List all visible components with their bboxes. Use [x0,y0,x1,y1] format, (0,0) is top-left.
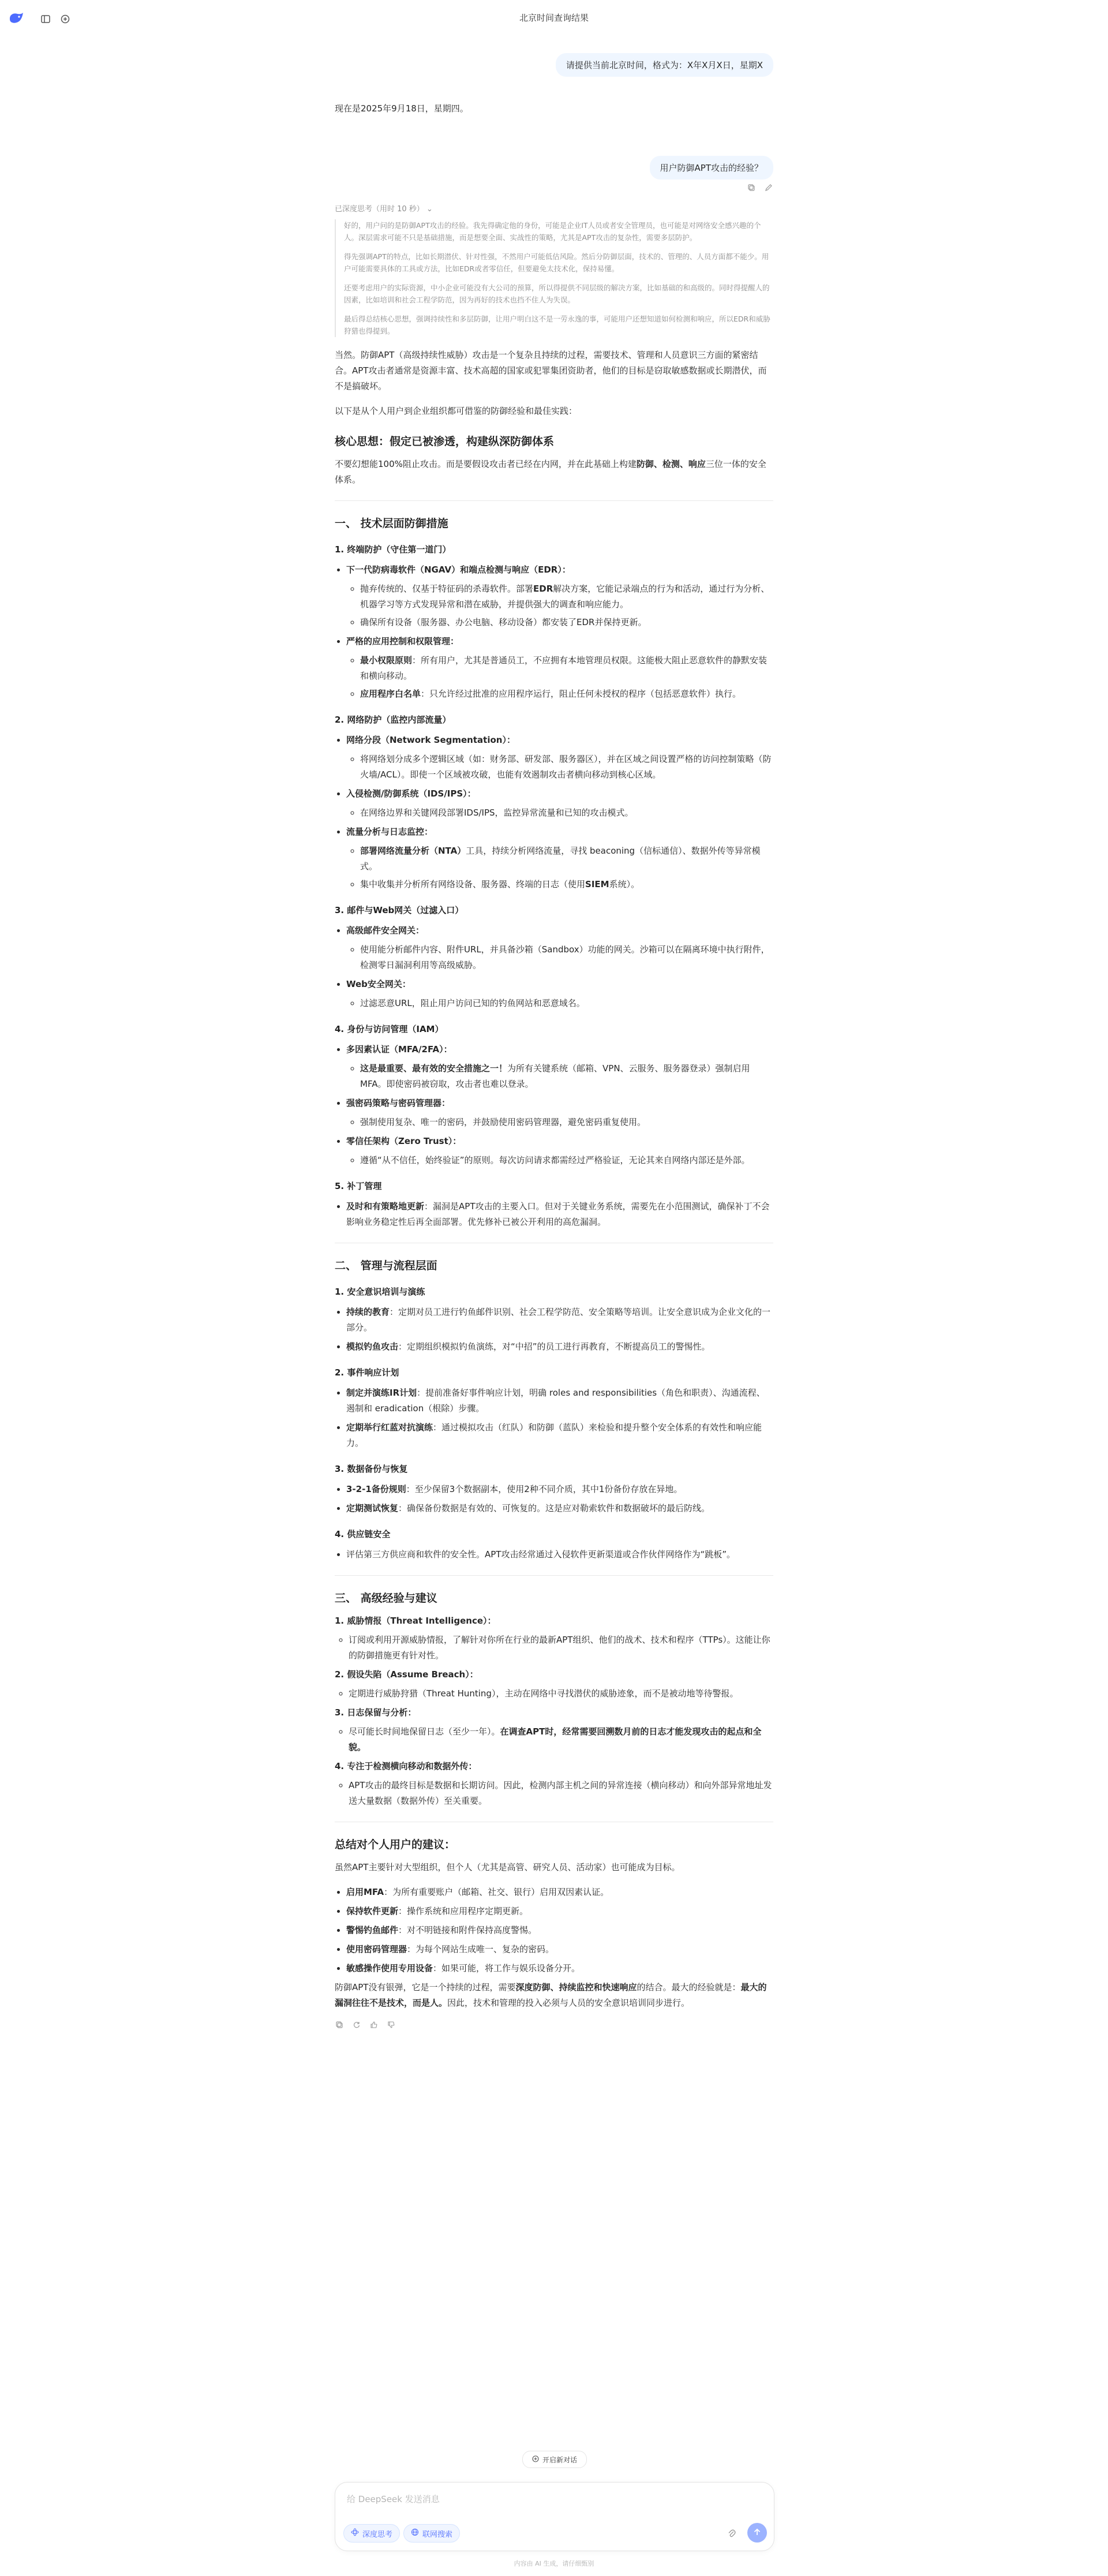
core-idea-heading: 核心思想：假定已被渗透，构建纵深防御体系 [335,435,555,448]
section-heading: 三、 高级经验与建议 [335,1592,437,1605]
divider [335,1575,773,1576]
list-item: ◦ 确保所有设备（服务器、办公电脑、移动设备）都安装了EDR并保持更新。 [360,615,773,630]
arrow-up-icon [753,2528,761,2538]
list-item: • Web安全网关： ◦ 过滤恶意URL，阻止用户访问已知的钓鱼网站和恶意域名。 [346,977,773,1011]
list-item: ◦ 尽可能长时间地保留日志（至少一年）。在调查APT时，经常需要回溯数月前的日志才能发现攻击的起点和全貌。 [349,1724,773,1755]
user-message-actions [335,183,773,192]
thumbs-up-icon[interactable] [369,2020,379,2029]
numbered-item: 2. 假设失陷（Assume Breach）： ◦ 定期进行威胁狩猎（Threat Hunting），主动在网络中寻找潜伏的威胁迹象，而不是被动地等待警报。 [335,1667,773,1702]
conversation-title: 北京时间查询结果 [519,13,589,23]
bullet-list [335,1885,773,1976]
list-item: • 启用MFA：为所有重要账户（邮箱、社交、银行）启用双因素认证。 [346,1885,773,1900]
list-item: ◦ 强制使用复杂、唯一的密码，并鼓励使用密码管理器，避免密码重复使用。 [360,1115,773,1130]
list-item: • 网络分段（Network Segmentation）： ◦ 将网络划分成多个逻辑区域（如：财务部、研发部、服务器区），并在区域之间设置严格的访问控制策略（防火墙/ACL）。即使一个区域被攻破，也能有效遏制攻击者横向移动到核心区域。 [346,732,773,783]
list-item: • 入侵检测/防御系统（IDS/IPS）： ◦ 在网络边界和关键网段部署IDS/IPS，监控异常流量和已知的攻击模式。 [346,786,773,821]
list-item: • 敏感操作使用专用设备：如果可能，将工作与娱乐设备分开。 [346,1961,773,1976]
list-item: • 警惕钓鱼邮件：对不明链接和附件保持高度警惕。 [346,1923,773,1938]
atom-icon [351,2528,359,2538]
list-item: ◦ 抛弃传统的、仅基于特征码的杀毒软件。部署EDR解决方案，它能记录端点的行为和活动，通过行为分析、机器学习等方式发现异常和潜在威胁，并提供强大的调查和响应能力。 [360,581,773,612]
thinking-paragraph: 得先强调APT的特点，比如长期潜伏、针对性强，不然用户可能低估风险。然后分防御层面，技术的、管理的、人员方面都不能少。用户可能需要具体的工具或方法，比如EDR或者零信任，但要避免太技术化，保持易懂。 [344,252,769,273]
list-item: ◦ 在网络边界和关键网段部署IDS/IPS，监控异常流量和已知的攻击模式。 [360,805,773,821]
globe-icon [411,2528,419,2538]
list-item: • 流量分析与日志监控： ◦ 部署网络流量分析（NTA）工具，持续分析网络流量，寻找 beaconing（信标通信）、数据外传等异常模式。 ◦ 集中收集并分析所有网络设备、服务器、终端的日志（使用SIEM系统）。 [346,824,773,892]
closing-paragraph: 防御APT没有银弹，它是一个持续的过程，需要深度防御、持续监控和快速响应的结合。最大的经验就是：最大的漏洞往往不是技术，而是人。因此，技术和管理的投入必须与人员的安全意识培训同步进行。 [335,1982,767,2008]
new-chat-icon [532,2455,539,2464]
core-idea-text: 不要幻想能100%阻止攻击。而是要假设攻击者已经在内网，并在此基础上构建防御、检测、响应三位一体的安全体系。 [335,459,766,485]
new-chat-button[interactable] [522,2451,587,2468]
top-bar [0,0,1108,37]
bullet-list [335,732,773,892]
numbered-item: 3. 日志保留与分析： ◦ 尽可能长时间地保留日志（至少一年）。在调查APT时，经常需要回溯数月前的日志才能发现攻击的起点和全貌。 [335,1705,773,1755]
message-composer [335,2482,774,2551]
answer-intro-2: 以下是从个人用户到企业组织都可借鉴的防御经验和最佳实践： [335,406,578,416]
assistant-answer [335,347,773,2029]
deep-think-label: 已深度思考（用时 10 秒） [335,205,424,214]
bullet-list [335,1385,773,1451]
thumbs-down-icon[interactable] [387,2020,396,2029]
list-item: • 模拟钓鱼攻击：定期组织模拟钓鱼演练，对“中招”的员工进行再教育，不断提高员工的警惕性。 [346,1339,773,1355]
user-message: 用户防御APT攻击的经验？ [650,156,773,180]
web-search-button[interactable] [403,2524,460,2543]
list-item: • 高级邮件安全网关： ◦ 使用能分析邮件内容、附件URL，并具备沙箱（Sandbox）功能的网关。沙箱可以在隔离环境中执行附件，检测零日漏洞利用等高级威胁。 [346,923,773,973]
list-item: ◦ 集中收集并分析所有网络设备、服务器、终端的日志（使用SIEM系统）。 [360,877,773,892]
section-heading: 总结对个人用户的建议： [335,1838,456,1851]
list-item: ◦ 这是最重要、最有效的安全措施之一！为所有关键系统（邮箱、VPN、云服务、服务器登录）强制启用MFA。即使密码被窃取，攻击者也难以登录。 [360,1061,773,1092]
assistant-message: 现在是2025年9月18日，星期四。 [335,103,469,114]
section-heading: 一、 技术层面防御措施 [335,517,448,530]
regenerate-icon[interactable] [352,2020,361,2029]
subsection-heading: 2. 网络防护（监控内部流量） [335,715,451,725]
list-item: ◦ APT攻击的最终目标是数据和长期访问。因此，检测内部主机之间的异常连接（横向移动）和向外部异常地址发送大量数据（数据外传）至关重要。 [349,1778,773,1809]
list-item: • 保持软件更新：操作系统和应用程序定期更新。 [346,1904,773,1919]
list-item: • 制定并演练IR计划：提前准备好事件响应计划，明确 roles and responsibilities（角色和职责）、沟通流程、遏制和 eradication（根除）步骤。 [346,1385,773,1416]
subsection-heading: 2. 事件响应计划 [335,1367,399,1378]
list-item: • 多因素认证（MFA/2FA）： ◦ 这是最重要、最有效的安全措施之一！为所有关键系统（邮箱、VPN、云服务、服务器登录）强制启用MFA。即使密码被窃取，攻击者也难以登录。 [346,1042,773,1092]
list-item: • 定期测试恢复：确保备份数据是有效的、可恢复的。这是应对勒索软件和数据破坏的最后防线。 [346,1501,773,1516]
send-button[interactable] [747,2523,767,2543]
message-input[interactable] [346,2491,763,2508]
subsection-heading: 5. 补丁管理 [335,1181,382,1191]
list-item: ◦ 将网络划分成多个逻辑区域（如：财务部、研发部、服务器区），并在区域之间设置严格的访问控制策略（防火墙/ACL）。即使一个区域被攻破，也能有效遏制攻击者横向移动到核心区域。 [360,752,773,783]
list-item: • 零信任架构（Zero Trust）： ◦ 遵循“从不信任，始终验证”的原则。每次访问请求都需经过严格验证，无论其来自网络内部还是外部。 [346,1134,773,1168]
bullet-list [335,923,773,1011]
subsection-heading: 3. 邮件与Web网关（过滤入口） [335,905,464,915]
chat-thread [335,53,773,2029]
bullet-list [335,1304,773,1355]
chevron-down-icon: ⌄ [426,205,433,214]
assistant-message-actions [335,2020,773,2029]
divider [335,500,773,501]
list-item: ◦ 使用能分析邮件内容、附件URL，并具备沙箱（Sandbox）功能的网关。沙箱可以在隔离环境中执行附件，检测零日漏洞利用等高级威胁。 [360,942,773,973]
list-item: • 下一代防病毒软件（NGAV）和端点检测与响应（EDR）： ◦ 抛弃传统的、仅基于特征码的杀毒软件。部署EDR解决方案，它能记录端点的行为和活动，通过行为分析、机器学习等方式发现异常和潜在威胁，并提供强大的调查和响应能力。 ◦ 确保所有设备（服务器、办公电脑、移动设备）都安装了EDR并保持更新。 [346,562,773,630]
thinking-content [335,219,773,337]
bullet-list [335,1042,773,1168]
list-item: • 严格的应用控制和权限管理： ◦ 最小权限原则：所有用户，尤其是普通员工，不应拥有本地管理员权限。这能极大阻止恶意软件的静默安装和横向移动。 ◦ 应用程序白名单：只允许经过批准的应用程序运行，阻止任何未授权的程序（包括恶意软件）执行。 [346,634,773,702]
list-item: • 强密码策略与密码管理器： ◦ 强制使用复杂、唯一的密码，并鼓励使用密码管理器，避免密码重复使用。 [346,1096,773,1130]
subsection-heading: 4. 身份与访问管理（IAM） [335,1024,444,1034]
list-item: • 评估第三方供应商和软件的安全性。APT攻击经常通过入侵软件更新渠道或合作伙伴网络作为“跳板”。 [346,1547,773,1562]
list-item: ◦ 部署网络流量分析（NTA）工具，持续分析网络流量，寻找 beaconing（信标通信）、数据外传等异常模式。 [360,843,773,874]
subsection-heading: 1. 终端防护（守住第一道门） [335,544,451,555]
edit-icon[interactable] [764,183,773,192]
new-chat-label: 开启新对话 [542,2455,577,2464]
bullet-list [335,1199,773,1230]
thinking-paragraph: 还要考虑用户的实际资源，中小企业可能没有大公司的预算，所以得提供不同层级的解决方案，比如基础的和高级的。同时得提醒人的因素，比如培训和社会工程学防范，因为再好的技术也挡不住人为失误。 [344,283,770,304]
section-heading: 二、 管理与流程层面 [335,1259,437,1272]
numbered-item: 4. 专注于检测横向移动和数据外传： ◦ APT攻击的最终目标是数据和长期访问。因此，检测内部主机之间的异常连接（横向移动）和向外部异常地址发送大量数据（数据外传）至关重要。 [335,1759,773,1809]
copy-icon[interactable] [747,183,756,192]
list-item: • 使用密码管理器：为每个网站生成唯一、复杂的密码。 [346,1942,773,1957]
thinking-paragraph: 最后得总结核心思想，强调持续性和多层防御，让用户明白这不是一劳永逸的事，可能用户还想知道如何检测和响应，所以EDR和威胁狩猎也得提到。 [344,315,770,335]
attachment-icon[interactable] [727,2528,737,2538]
subsection-heading: 3. 数据备份与恢复 [335,1464,408,1474]
answer-intro: 当然。防御APT（高级持续性威胁）攻击是一个复杂且持续的过程，需要技术、管理和人员意识三方面的紧密结合。APT攻击者通常是资源丰富、技术高超的国家或犯罪集团资助者，他们的目标是窃取敏感数据或长期潜伏，而不是搞破坏。 [335,350,767,391]
list-item: ◦ 应用程序白名单：只允许经过批准的应用程序运行，阻止任何未授权的程序（包括恶意软件）执行。 [360,686,773,702]
thinking-paragraph: 好的，用户问的是防御APT攻击的经验。我先得确定他的身份，可能是企业IT人员或者安全管理员，也可能是对网络安全感兴趣的个人。深层需求可能不只是基础措施，而是想要全面、实战性的策略，尤其是APT攻击的复杂性，需要多层防护。 [344,221,761,242]
list-item: ◦ 遵循“从不信任，始终验证”的原则。每次访问请求都需经过严格验证，无论其来自网络内部还是外部。 [360,1153,773,1168]
subsection-heading: 1. 安全意识培训与演练 [335,1287,425,1297]
ai-disclaimer: 内容由 AI 生成，请仔细甄别 [514,2560,594,2567]
personal-intro: 虽然APT主要针对大型组织，但个人（尤其是高管、研究人员、活动家）也可能成为目标。 [335,1862,680,1872]
bullet-list [335,1482,773,1516]
list-item: • 持续的教育：定期对员工进行钓鱼邮件识别、社会工程学防范、安全策略等培训。让安全意识成为企业文化的一部分。 [346,1304,773,1336]
numbered-item: 1. 威胁情报（Threat Intelligence）： ◦ 订阅或利用开源威胁情报，了解针对你所在行业的最新APT组织、他们的战术、技术和程序（TTPs）。这能让你的防御措施更有针对性。 [335,1613,773,1663]
web-search-button-label: 联网搜索 [422,2530,453,2539]
subsection-heading: 4. 供应链安全 [335,1529,391,1539]
list-item: • 3-2-1备份规则：至少保留3个数据副本，使用2种不同介质，其中1份备份存放在异地。 [346,1482,773,1497]
list-item: • 定期举行红蓝对抗演练：通过模拟攻击（红队）和防御（蓝队）来检验和提升整个安全体系的有效性和响应能力。 [346,1420,773,1451]
list-item: ◦ 订阅或利用开源威胁情报，了解针对你所在行业的最新APT组织、他们的战术、技术和程序（TTPs）。这能让你的防御措施更有针对性。 [349,1632,773,1663]
bullet-list [335,562,773,702]
deep-think-button[interactable] [343,2524,400,2543]
deep-think-button-label: 深度思考 [362,2530,393,2539]
list-item: • 及时和有策略地更新：漏洞是APT攻击的主要入口。但对于关键业务系统，需要先在小范围测试，确保补丁不会影响业务稳定性后再全面部署。优先修补已被公开利用的高危漏洞。 [346,1199,773,1230]
list-item: ◦ 最小权限原则：所有用户，尤其是普通员工，不应拥有本地管理员权限。这能极大阻止恶意软件的静默安装和横向移动。 [360,653,773,684]
deep-think-toggle[interactable] [335,203,773,214]
copy-icon[interactable] [335,2020,344,2029]
user-message: 请提供当前北京时间，格式为：X年X月X日，星期X [556,53,773,77]
list-item: ◦ 过滤恶意URL，阻止用户访问已知的钓鱼网站和恶意域名。 [360,996,773,1011]
list-item: ◦ 定期进行威胁狩猎（Threat Hunting），主动在网络中寻找潜伏的威胁迹象，而不是被动地等待警报。 [349,1686,773,1702]
bullet-list [335,1547,773,1562]
